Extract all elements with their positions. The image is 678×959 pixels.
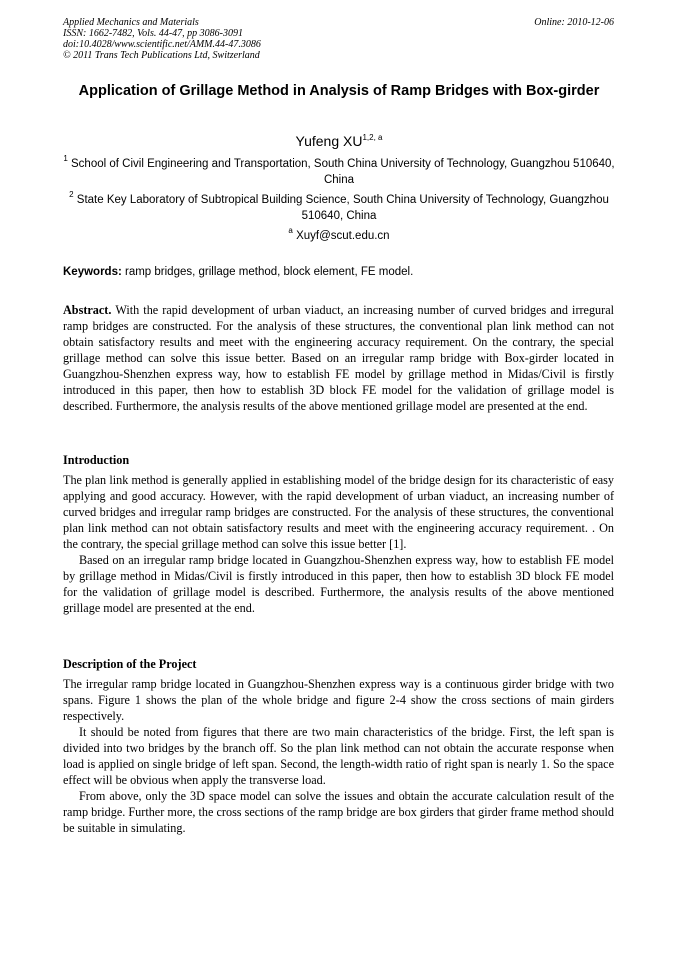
journal-copyright: © 2011 Trans Tech Publications Ltd, Switzerland bbox=[63, 50, 260, 61]
project-paragraph-1: The irregular ramp bridge located in Guangzhou-Shenzhen express way is a continuous girder bridge with two spans. Figure 1 shows the plan of the whole bridge and figure 2-4 show the cross sections of main girders respectively. bbox=[63, 677, 614, 723]
project-section bbox=[63, 676, 614, 836]
project-paragraph-3: From above, only the 3D space model can solve the issues and obtain the accurate calculation result of the ramp bridge. Further more, the cross sections of the ramp bridge are box girders that girder frame method should be suitable in simulating. bbox=[63, 789, 614, 835]
journal-doi: doi:10.4028/www.scientific.net/AMM.44-47.3086 bbox=[63, 39, 261, 50]
journal-header bbox=[63, 17, 261, 61]
project-paragraph-2: It should be noted from figures that there are two main characteristics of the bridge. First, the left span is divided into two bridges by the branch off. So the plan link method can not obtain the accurate response when load is applied on single bridge of left span. Second, the length-width ratio of right span is nearly 1. So the space effect will be obvious when apply the transverse load. bbox=[63, 725, 614, 787]
abstract-text: With the rapid development of urban viaduct, an increasing number of curved bridges and irregural ramp bridges are constructed. For the analysis of these structures, the conventional plan link method can not obtain satisfactory results and meet with the engineering accuracy requirement. On the contrary, the special grillage method can solve this issue better. Based on an irregular ramp bridge with Box-girder located in Guangzhou-Shenzhen express way, how to establish FE model by grillage method in Midas/Civil is firstly introduced in this paper, then how to establish 3D block FE model for the validation of grillage model is described. Furthermore, the analysis results of the above mentioned grillage model are presented at the end. bbox=[63, 303, 615, 413]
abstract-label: Abstract. bbox=[63, 303, 112, 317]
keywords-label: Keywords: bbox=[63, 266, 122, 278]
affiliation-1-mark: 1 bbox=[63, 154, 68, 163]
affiliation-2-mark: 2 bbox=[69, 190, 74, 199]
paper-title: Application of Grillage Method in Analysis of Ramp Bridges with Box-girder bbox=[78, 83, 600, 99]
author-line bbox=[63, 132, 615, 150]
email-mark: a bbox=[288, 226, 293, 235]
affiliation-2-text: State Key Laboratory of Subtropical Building Science, South China University of Technology, Guangzhou 510640, China bbox=[76, 194, 609, 222]
online-date: Online: 2010-12-06 bbox=[534, 17, 614, 28]
keywords-text: ramp bridges, grillage method, block element, FE model. bbox=[125, 266, 414, 278]
introduction-paragraph-1: The plan link method is generally applied in establishing model of the bridge design for its characteristic of easy applying and good accuracy. However, with the rapid development of urban viaduct, an increasing number of curved bridges and irregular ramp bridges are constructed. For the analysis of these structures, the conventional plan link method can not obtain satisfactory results and meet with the engineering accuracy requirement. . On the contrary, the special grillage method can solve this issue better [1]. bbox=[63, 473, 614, 551]
introduction-section bbox=[63, 472, 614, 616]
author-name: Yufeng XU bbox=[295, 133, 363, 149]
affiliation-1-text: School of Civil Engineering and Transportation, South China University of Technology, Guangzhou 510640, China bbox=[71, 158, 615, 186]
affiliation-2 bbox=[63, 192, 615, 224]
introduction-paragraph-2: Based on an irregular ramp bridge located in Guangzhou-Shenzhen express way, how to establish FE model by grillage method in Midas/Civil is firstly introduced in this paper, then how to establish 3D block FE model for the validation of grillage model is described. Furthermore, the analysis results of the above mentioned grillage model are presented at the end. bbox=[63, 553, 614, 615]
abstract bbox=[63, 302, 614, 414]
journal-issn: ISSN: 1662-7482, Vols. 44-47, pp 3086-3091 bbox=[63, 28, 243, 39]
author-marks: 1,2, a bbox=[362, 133, 383, 142]
email-address[interactable]: Xuyf@scut.edu.cn bbox=[296, 230, 390, 242]
author-email bbox=[63, 228, 615, 244]
keywords bbox=[63, 264, 615, 280]
project-heading: Description of the Project bbox=[63, 657, 197, 671]
affiliation-1 bbox=[63, 156, 615, 188]
journal-name: Applied Mechanics and Materials bbox=[63, 17, 199, 28]
introduction-heading: Introduction bbox=[63, 453, 130, 467]
